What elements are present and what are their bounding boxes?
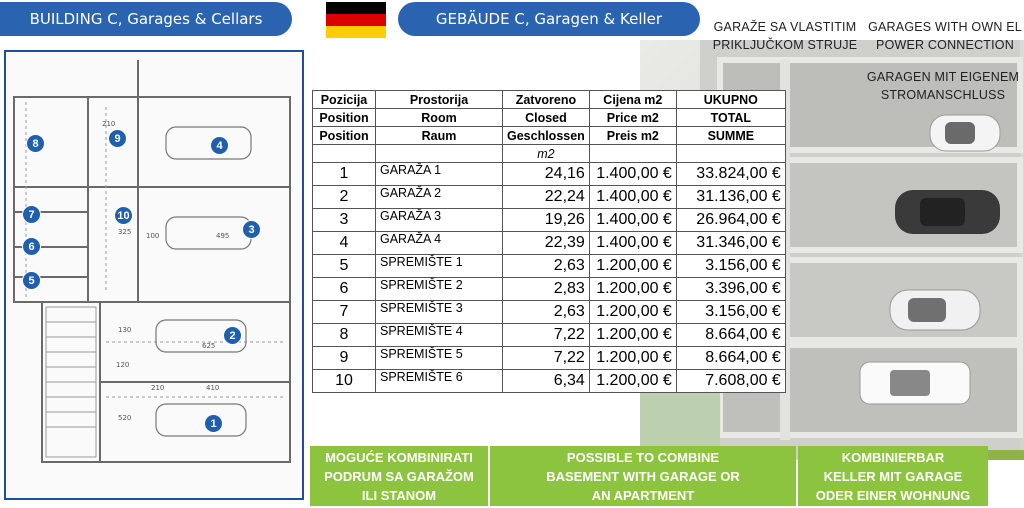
row-position: 9 (313, 347, 376, 370)
row-area: 2,83 (503, 278, 590, 301)
banner-de-line2: KELLER MIT GARAGE (823, 468, 963, 484)
row-room: SPREMIŠTE 5 (376, 347, 503, 370)
row-area: 22,24 (503, 186, 590, 209)
row-room: GARAŽA 2 (376, 186, 503, 209)
plan-marker-8: 8 (26, 134, 45, 153)
header-cell: Price m2 (589, 109, 676, 127)
table-header-row-unit (313, 145, 786, 163)
row-total: 7.608,00 € (676, 370, 785, 393)
plan-marker-10: 10 (114, 206, 133, 225)
row-price: 1.200,00 € (589, 324, 676, 347)
dim-label-130: 130 (118, 326, 132, 334)
header-cell: Cijena m2 (589, 91, 676, 109)
note-en-line2: POWER CONNECTION (876, 38, 1014, 52)
building-title-en (0, 2, 292, 36)
car-white-2-icon (890, 290, 980, 330)
banner-hr-line3: ILI STANOM (361, 487, 437, 503)
flag-stripe-red (326, 14, 386, 26)
row-area: 2,63 (503, 255, 590, 278)
plan-marker-2: 2 (223, 326, 242, 345)
note-de (862, 68, 1024, 104)
floor-plan (4, 50, 304, 500)
row-area: 7,22 (503, 347, 590, 370)
table-row (313, 370, 786, 393)
row-price: 1.200,00 € (589, 301, 676, 324)
row-room: GARAŽA 1 (376, 163, 503, 186)
row-total: 31.136,00 € (676, 186, 785, 209)
header-cell: Geschlossen (503, 127, 590, 145)
header-cell: Position (313, 127, 376, 145)
row-total: 8.664,00 € (676, 347, 785, 370)
header-cell: Position (313, 109, 376, 127)
banner-de-line1: KOMBINIERBAR (841, 449, 945, 465)
header-cell: Preis m2 (589, 127, 676, 145)
row-area: 19,26 (503, 209, 590, 232)
plan-marker-4: 4 (210, 136, 229, 155)
banner-hr-line1: MOGUĆE KOMBINIRATI (325, 449, 473, 465)
row-room: SPREMIŠTE 4 (376, 324, 503, 347)
header-cell: Closed (503, 109, 590, 127)
row-price: 1.400,00 € (589, 232, 676, 255)
price-table (312, 90, 786, 393)
row-area: 22,39 (503, 232, 590, 255)
row-room: GARAŽA 4 (376, 232, 503, 255)
header-cell: Room (376, 109, 503, 127)
banner-en-line3: AN APARTMENT (591, 487, 695, 503)
plan-marker-9: 9 (108, 129, 127, 148)
header-cell: Raum (376, 127, 503, 145)
dim-label-520: 520 (118, 414, 132, 422)
row-price: 1.400,00 € (589, 163, 676, 186)
row-total: 33.824,00 € (676, 163, 785, 186)
banner-hr-line2: PODRUM SA GARAŽOM (324, 468, 474, 484)
note-de-line2: STROMANSCHLUSS (880, 88, 1006, 102)
note-en-line1: GARAGES WITH OWN EL (868, 20, 1022, 34)
table-row (313, 324, 786, 347)
table-row (313, 209, 786, 232)
row-position: 4 (313, 232, 376, 255)
plan-marker-5: 5 (22, 271, 41, 290)
row-total: 3.156,00 € (676, 255, 785, 278)
table-row (313, 163, 786, 186)
header-cell (313, 145, 376, 163)
header-cell: SUMME (676, 127, 785, 145)
plan-marker-7: 7 (22, 205, 41, 224)
row-room: SPREMIŠTE 1 (376, 255, 503, 278)
row-total: 3.396,00 € (676, 278, 785, 301)
row-position: 1 (313, 163, 376, 186)
banner-de-line3: ODER EINER WOHNUNG (815, 487, 971, 503)
row-area: 2,63 (503, 301, 590, 324)
row-position: 6 (313, 278, 376, 301)
row-position: 7 (313, 301, 376, 324)
header-cell (376, 145, 503, 163)
table-row (313, 232, 786, 255)
table-row (313, 301, 786, 324)
row-price: 1.200,00 € (589, 370, 676, 393)
row-total: 8.664,00 € (676, 324, 785, 347)
banner-en-line1: POSSIBLE TO COMBINE (566, 449, 720, 465)
car-white-3-icon (860, 362, 970, 404)
note-hr (700, 18, 870, 54)
row-position: 8 (313, 324, 376, 347)
row-price: 1.400,00 € (589, 209, 676, 232)
dim-label-100: 100 (146, 232, 160, 240)
header-cell: TOTAL (676, 109, 785, 127)
note-hr-line1: GARAŽE SA VLASTITIM (713, 20, 857, 34)
header-cell (589, 145, 676, 163)
dim-label-495: 495 (216, 232, 230, 240)
header-cell: UKUPNO (676, 91, 785, 109)
row-price: 1.200,00 € (589, 278, 676, 301)
row-position: 10 (313, 370, 376, 393)
car-black-icon (895, 190, 1000, 234)
row-room: SPREMIŠTE 2 (376, 278, 503, 301)
row-room: SPREMIŠTE 6 (376, 370, 503, 393)
banner-en-line2: BASEMENT WITH GARAGE OR (546, 468, 740, 484)
row-price: 1.200,00 € (589, 347, 676, 370)
note-hr-line2: PRIKLJUČKOM STRUJE (712, 38, 858, 52)
table-row (313, 347, 786, 370)
note-de-line1: GARAGEN MIT EIGENEM (866, 70, 1020, 84)
banner-en (490, 446, 796, 506)
dim-label-325: 325 (118, 228, 132, 236)
dim-label-210-a: 210 (102, 120, 116, 128)
row-area: 24,16 (503, 163, 590, 186)
floor-plan-drawing (6, 52, 302, 498)
row-price: 1.200,00 € (589, 255, 676, 278)
header-cell: Zatvoreno (503, 91, 590, 109)
row-room: SPREMIŠTE 3 (376, 301, 503, 324)
banner-de (798, 446, 988, 506)
german-flag-icon (326, 2, 386, 38)
table-header-row-en (313, 109, 786, 127)
plan-marker-3: 3 (242, 220, 261, 239)
row-area: 6,34 (503, 370, 590, 393)
building-title-de (398, 2, 700, 36)
table-header-row-de (313, 127, 786, 145)
plan-marker-6: 6 (22, 237, 41, 256)
plan-marker-1: 1 (204, 414, 223, 433)
note-en (860, 18, 1024, 54)
row-total: 3.156,00 € (676, 301, 785, 324)
dim-label-120: 120 (116, 361, 130, 369)
row-position: 2 (313, 186, 376, 209)
header-cell-unit: m2 (503, 145, 590, 163)
dim-label-410: 410 (206, 384, 220, 392)
table-row (313, 278, 786, 301)
row-total: 26.964,00 € (676, 209, 785, 232)
car-outlines (156, 127, 251, 436)
header-cell (676, 145, 785, 163)
dim-label-625: 625 (202, 342, 216, 350)
table-header-row-hr (313, 91, 786, 109)
building-title-de-text: GEBÄUDE C, Garagen & Keller (435, 10, 663, 28)
header-cell: Prostorija (376, 91, 503, 109)
table-row (313, 255, 786, 278)
row-total: 31.346,00 € (676, 232, 785, 255)
flag-stripe-gold (326, 26, 386, 38)
dim-label-210-b: 210 (151, 384, 165, 392)
row-price: 1.400,00 € (589, 186, 676, 209)
row-room: GARAŽA 3 (376, 209, 503, 232)
building-title-en-text: BUILDING C, Garages & Cellars (29, 10, 263, 28)
row-position: 3 (313, 209, 376, 232)
car-white-1-icon (930, 115, 1000, 151)
row-position: 5 (313, 255, 376, 278)
banner-hr (310, 446, 488, 506)
flag-stripe-black (326, 2, 386, 14)
table-row (313, 186, 786, 209)
header-cell: Pozicija (313, 91, 376, 109)
row-area: 7,22 (503, 324, 590, 347)
